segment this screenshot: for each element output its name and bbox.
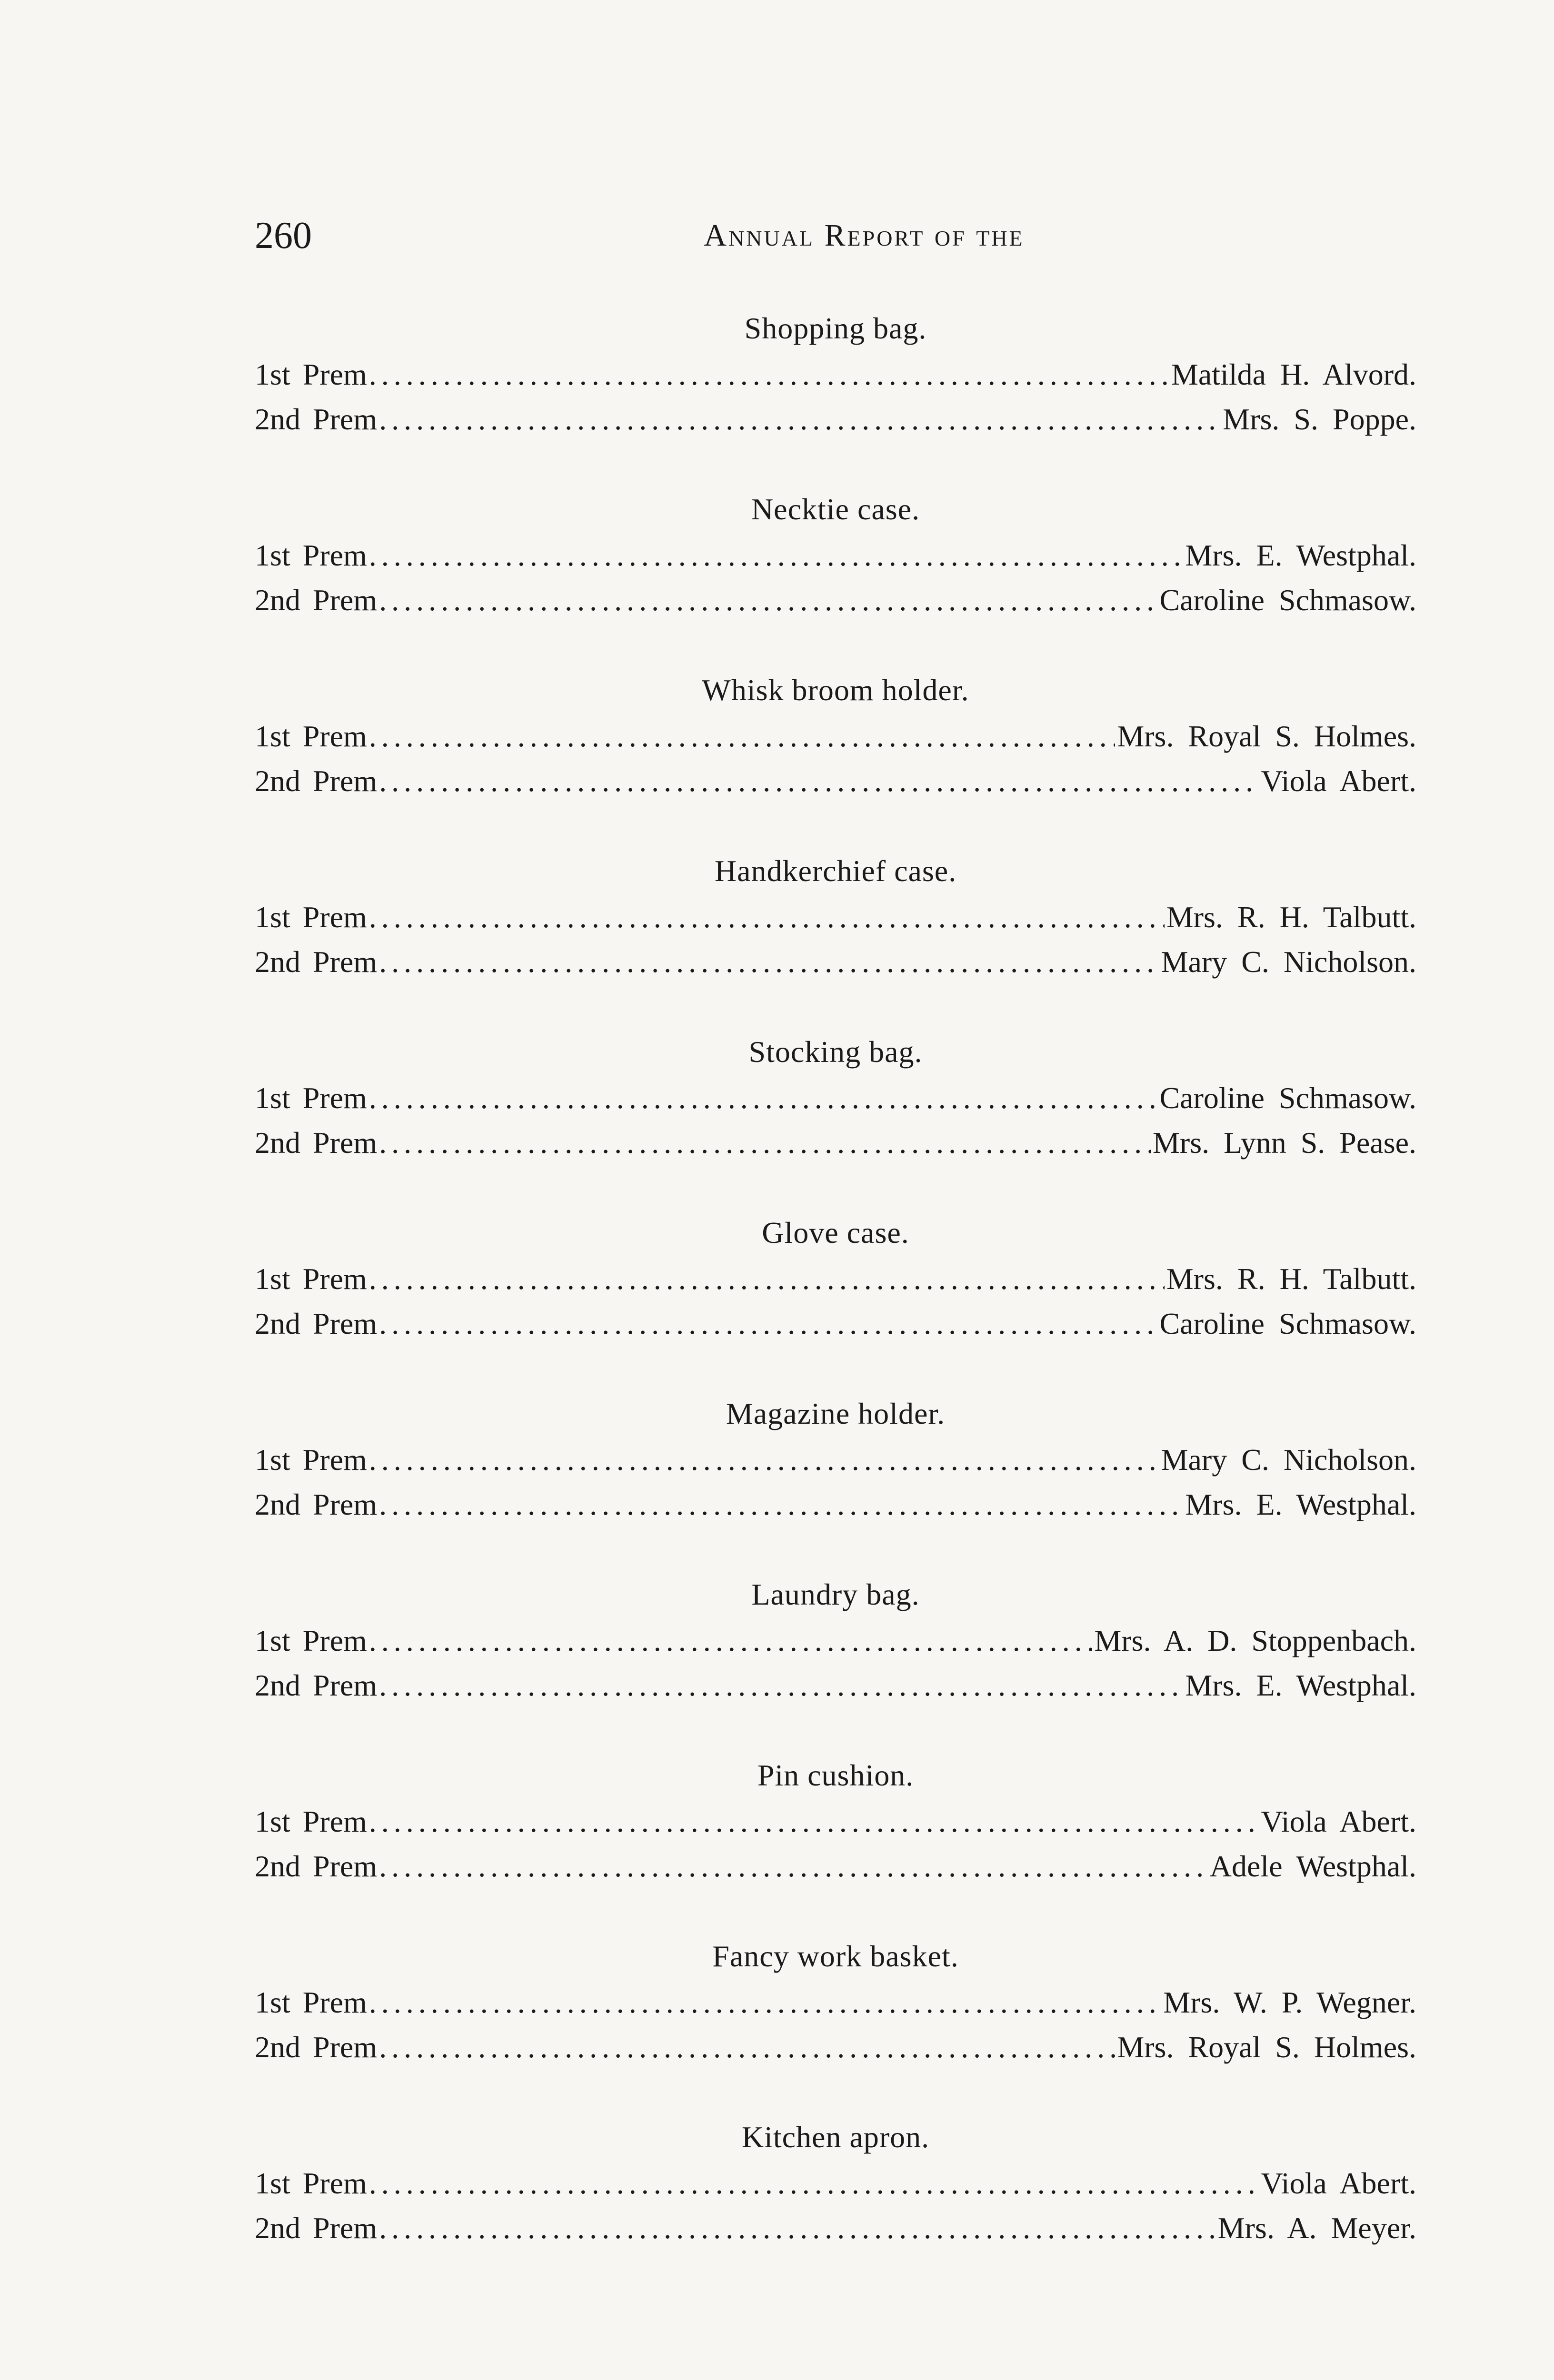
winner-name: Mary C. Nicholson. [1161, 945, 1416, 979]
first-premium-row [255, 533, 1416, 578]
first-premium-row [255, 714, 1416, 759]
winner-name: Mrs. Royal S. Holmes. [1117, 2030, 1416, 2064]
premium-label: 2nd Prem [255, 2211, 378, 2245]
first-premium-row [255, 352, 1416, 397]
dot-leader [379, 2206, 1216, 2251]
section-title: Kitchen apron. [741, 2120, 930, 2154]
dot-leader [369, 352, 1169, 397]
premium-label: 1st Prem [255, 1443, 367, 1477]
dot-leader [379, 397, 1221, 442]
premium-label: 2nd Prem [255, 1668, 378, 1702]
premium-label: 2nd Prem [255, 945, 378, 979]
premium-label: 2nd Prem [255, 1849, 378, 1883]
dot-leader [379, 1663, 1183, 1708]
dot-leader [379, 1301, 1157, 1346]
dot-leader [379, 1844, 1208, 1889]
first-premium-row [255, 895, 1416, 940]
second-premium-row [255, 1301, 1416, 1346]
section-title: Handkerchief case. [714, 854, 957, 888]
second-premium-row [255, 397, 1416, 442]
dot-leader [369, 2161, 1259, 2206]
winner-name: Caroline Schmasow. [1159, 1081, 1416, 1115]
premium-label: 2nd Prem [255, 764, 378, 798]
award-section-pin-cushion [255, 1752, 1416, 1933]
premium-label: 2nd Prem [255, 402, 378, 436]
premium-label: 2nd Prem [255, 1488, 378, 1521]
dot-leader [379, 2025, 1115, 2070]
winner-name: Mary C. Nicholson. [1161, 1443, 1416, 1477]
first-premium-row [255, 1257, 1416, 1301]
winner-name: Mrs. E. Westphal. [1185, 538, 1416, 572]
premium-label: 1st Prem [255, 1985, 367, 2019]
award-section-glove-case [255, 1209, 1416, 1390]
winner-name: Mrs. Lynn S. Pease. [1153, 1126, 1416, 1160]
premium-list [255, 305, 1416, 2294]
section-title: Shopping bag. [744, 311, 927, 345]
first-premium-row [255, 1076, 1416, 1121]
premium-label: 1st Prem [255, 1624, 367, 1657]
dot-leader [379, 1482, 1183, 1527]
first-premium-row [255, 1980, 1416, 2025]
winner-name: Mrs. Royal S. Holmes. [1117, 719, 1416, 753]
dot-leader [379, 940, 1159, 984]
second-premium-row [255, 1844, 1416, 1889]
premium-label: 1st Prem [255, 1805, 367, 1838]
winner-name: Mrs. A. Meyer. [1217, 2211, 1416, 2245]
award-section-necktie-case [255, 486, 1416, 666]
first-premium-row [255, 1618, 1416, 1663]
winner-name: Mrs. R. H. Talbutt. [1166, 900, 1416, 934]
winner-name: Mrs. S. Poppe. [1223, 402, 1416, 436]
dot-leader [369, 1438, 1159, 1482]
section-title: Whisk broom holder. [702, 673, 969, 707]
premium-label: 1st Prem [255, 1081, 367, 1115]
dot-leader [369, 714, 1116, 759]
page-number: 260 [255, 215, 312, 257]
winner-name: Matilda H. Alvord. [1171, 357, 1416, 391]
dot-leader [379, 1121, 1151, 1165]
award-section-kitchen-apron [255, 2113, 1416, 2294]
section-title: Fancy work basket. [712, 1939, 959, 1973]
second-premium-row [255, 759, 1416, 803]
premium-label: 1st Prem [255, 2166, 367, 2200]
award-section-stocking-bag [255, 1028, 1416, 1209]
second-premium-row [255, 578, 1416, 623]
premium-label: 2nd Prem [255, 1307, 378, 1340]
first-premium-row [255, 1799, 1416, 1844]
winner-name: Viola Abert. [1261, 2166, 1416, 2200]
dot-leader [369, 1618, 1093, 1663]
winner-name: Mrs. E. Westphal. [1185, 1488, 1416, 1521]
premium-label: 1st Prem [255, 1262, 367, 1296]
winner-name: Mrs. W. P. Wegner. [1163, 1985, 1416, 2019]
winner-name: Adele Westphal. [1209, 1849, 1416, 1883]
winner-name: Viola Abert. [1261, 764, 1416, 798]
dot-leader [369, 1980, 1162, 2025]
dot-leader [379, 578, 1157, 623]
running-head: Annual Report of the [704, 218, 1025, 253]
second-premium-row [255, 1482, 1416, 1527]
first-premium-row [255, 1438, 1416, 1482]
winner-name: Mrs. R. H. Talbutt. [1166, 1262, 1416, 1296]
second-premium-row [255, 1121, 1416, 1165]
winner-name: Caroline Schmasow. [1159, 583, 1416, 617]
award-section-laundry-bag [255, 1571, 1416, 1752]
award-section-magazine-holder [255, 1390, 1416, 1571]
premium-label: 1st Prem [255, 538, 367, 572]
award-section-handkerchief-case [255, 847, 1416, 1028]
award-section-whisk-broom-holder [255, 666, 1416, 847]
winner-name: Caroline Schmasow. [1159, 1307, 1416, 1340]
section-title: Necktie case. [751, 492, 920, 526]
premium-label: 2nd Prem [255, 1126, 378, 1160]
award-section-fancy-work-basket [255, 1933, 1416, 2113]
winner-name: Mrs. A. D. Stoppenbach. [1094, 1624, 1416, 1657]
dot-leader [369, 1799, 1259, 1844]
second-premium-row [255, 1663, 1416, 1708]
award-section-shopping-bag [255, 305, 1416, 486]
premium-label: 1st Prem [255, 719, 367, 753]
dot-leader [369, 533, 1184, 578]
section-title: Pin cushion. [757, 1758, 914, 1792]
second-premium-row [255, 940, 1416, 984]
second-premium-row [255, 2206, 1416, 2251]
section-title: Magazine holder. [726, 1397, 946, 1430]
winner-name: Viola Abert. [1261, 1805, 1416, 1838]
section-title: Glove case. [762, 1216, 909, 1250]
page-header [255, 209, 1416, 262]
first-premium-row [255, 2161, 1416, 2206]
premium-label: 1st Prem [255, 357, 367, 391]
second-premium-row [255, 2025, 1416, 2070]
premium-label: 2nd Prem [255, 2030, 378, 2064]
dot-leader [369, 895, 1165, 940]
dot-leader [369, 1257, 1165, 1301]
winner-name: Mrs. E. Westphal. [1185, 1668, 1416, 1702]
section-title: Laundry bag. [751, 1577, 920, 1611]
dot-leader [379, 759, 1259, 803]
dot-leader [369, 1076, 1158, 1121]
section-title: Stocking bag. [748, 1035, 923, 1069]
premium-label: 1st Prem [255, 900, 367, 934]
premium-label: 2nd Prem [255, 583, 378, 617]
